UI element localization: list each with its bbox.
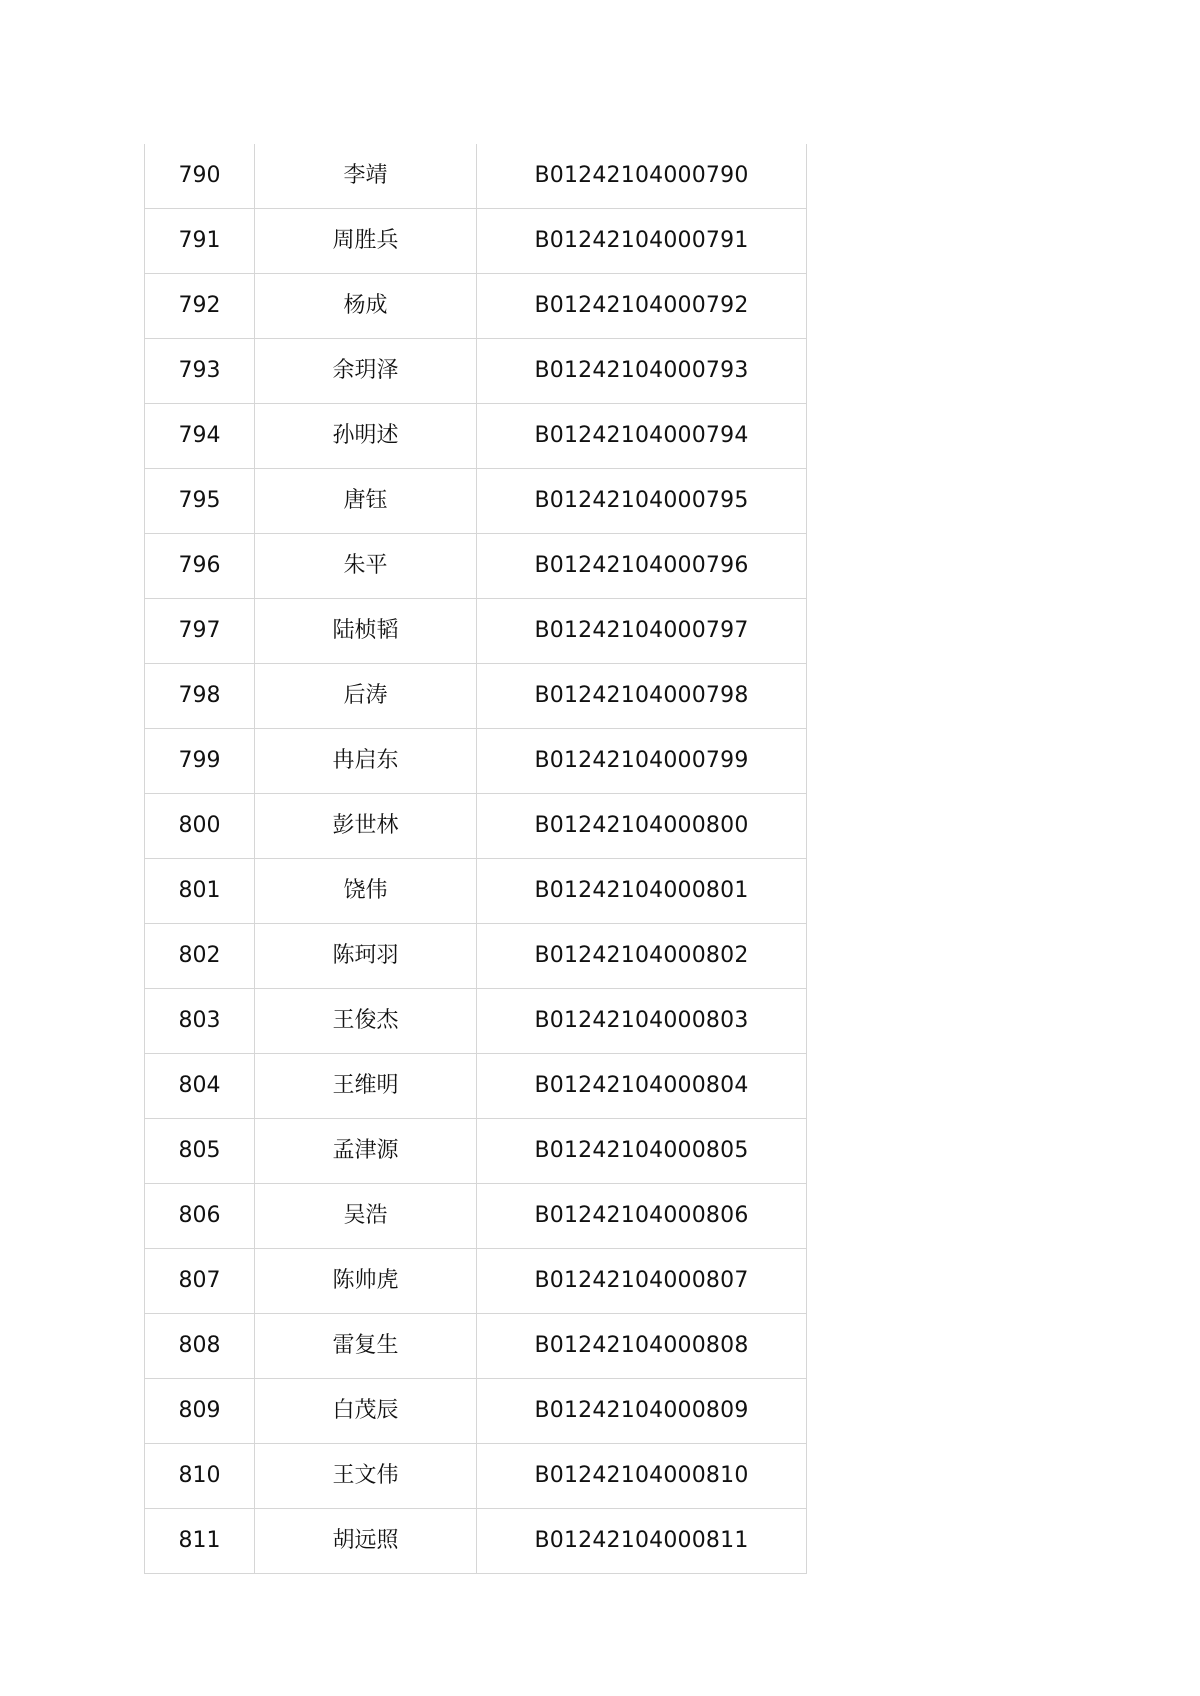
- serial-number-cell: 803: [145, 989, 255, 1054]
- registration-id-cell: B01242104000809: [477, 1379, 807, 1444]
- table-row: [145, 859, 807, 924]
- serial-number-cell: 795: [145, 469, 255, 534]
- registration-id-cell: B01242104000807: [477, 1249, 807, 1314]
- serial-number-cell: 811: [145, 1509, 255, 1574]
- table-row: [145, 924, 807, 989]
- registration-id-cell: B01242104000791: [477, 209, 807, 274]
- person-name-cell: 饶伟: [255, 859, 477, 924]
- registration-id-cell: B01242104000796: [477, 534, 807, 599]
- table-row: [145, 404, 807, 469]
- table-row: [145, 599, 807, 664]
- serial-number-cell: 802: [145, 924, 255, 989]
- person-name-cell: 后涛: [255, 664, 477, 729]
- serial-number-cell: 810: [145, 1444, 255, 1509]
- serial-number-cell: 800: [145, 794, 255, 859]
- table-row: [145, 1119, 807, 1184]
- registration-id-cell: B01242104000810: [477, 1444, 807, 1509]
- person-name-cell: 白茂辰: [255, 1379, 477, 1444]
- person-name-cell: 周胜兵: [255, 209, 477, 274]
- person-name-cell: 孟津源: [255, 1119, 477, 1184]
- person-name-cell: 胡远照: [255, 1509, 477, 1574]
- person-name-cell: 陈珂羽: [255, 924, 477, 989]
- table-row: [145, 1314, 807, 1379]
- serial-number-cell: 796: [145, 534, 255, 599]
- registration-id-cell: B01242104000803: [477, 989, 807, 1054]
- serial-number-cell: 801: [145, 859, 255, 924]
- serial-number-cell: 793: [145, 339, 255, 404]
- serial-number-cell: 806: [145, 1184, 255, 1249]
- table-row: [145, 209, 807, 274]
- serial-number-cell: 805: [145, 1119, 255, 1184]
- person-name-cell: 孙明述: [255, 404, 477, 469]
- registration-id-cell: B01242104000806: [477, 1184, 807, 1249]
- table-row: [145, 339, 807, 404]
- table-row: [145, 469, 807, 534]
- registration-id-cell: B01242104000805: [477, 1119, 807, 1184]
- person-name-cell: 王俊杰: [255, 989, 477, 1054]
- serial-number-cell: 798: [145, 664, 255, 729]
- roster-table-body: [145, 144, 807, 1574]
- person-name-cell: 陈帅虎: [255, 1249, 477, 1314]
- person-name-cell: 李靖: [255, 144, 477, 209]
- serial-number-cell: 797: [145, 599, 255, 664]
- registration-id-cell: B01242104000811: [477, 1509, 807, 1574]
- person-name-cell: 朱平: [255, 534, 477, 599]
- person-name-cell: 吴浩: [255, 1184, 477, 1249]
- table-row: [145, 1184, 807, 1249]
- registration-id-cell: B01242104000793: [477, 339, 807, 404]
- serial-number-cell: 799: [145, 729, 255, 794]
- registration-id-cell: B01242104000802: [477, 924, 807, 989]
- person-name-cell: 陆桢韬: [255, 599, 477, 664]
- table-row: [145, 794, 807, 859]
- table-row: [145, 729, 807, 794]
- serial-number-cell: 794: [145, 404, 255, 469]
- person-name-cell: 唐钰: [255, 469, 477, 534]
- registration-id-cell: B01242104000792: [477, 274, 807, 339]
- table-row: [145, 1379, 807, 1444]
- table-row: [145, 274, 807, 339]
- serial-number-cell: 792: [145, 274, 255, 339]
- person-name-cell: 余玥泽: [255, 339, 477, 404]
- table-row: [145, 144, 807, 209]
- registration-id-cell: B01242104000804: [477, 1054, 807, 1119]
- serial-number-cell: 809: [145, 1379, 255, 1444]
- registration-id-cell: B01242104000798: [477, 664, 807, 729]
- table-row: [145, 1444, 807, 1509]
- registration-id-cell: B01242104000808: [477, 1314, 807, 1379]
- person-name-cell: 冉启东: [255, 729, 477, 794]
- roster-table: [144, 144, 807, 1574]
- table-row: [145, 1509, 807, 1574]
- person-name-cell: 王维明: [255, 1054, 477, 1119]
- registration-id-cell: B01242104000797: [477, 599, 807, 664]
- table-row: [145, 664, 807, 729]
- person-name-cell: 杨成: [255, 274, 477, 339]
- person-name-cell: 雷复生: [255, 1314, 477, 1379]
- registration-id-cell: B01242104000790: [477, 144, 807, 209]
- serial-number-cell: 790: [145, 144, 255, 209]
- registration-id-cell: B01242104000800: [477, 794, 807, 859]
- table-row: [145, 1249, 807, 1314]
- table-row: [145, 989, 807, 1054]
- person-name-cell: 王文伟: [255, 1444, 477, 1509]
- person-name-cell: 彭世林: [255, 794, 477, 859]
- serial-number-cell: 808: [145, 1314, 255, 1379]
- registration-id-cell: B01242104000801: [477, 859, 807, 924]
- serial-number-cell: 791: [145, 209, 255, 274]
- registration-id-cell: B01242104000794: [477, 404, 807, 469]
- table-row: [145, 534, 807, 599]
- serial-number-cell: 804: [145, 1054, 255, 1119]
- table-row: [145, 1054, 807, 1119]
- registration-id-cell: B01242104000799: [477, 729, 807, 794]
- serial-number-cell: 807: [145, 1249, 255, 1314]
- registration-id-cell: B01242104000795: [477, 469, 807, 534]
